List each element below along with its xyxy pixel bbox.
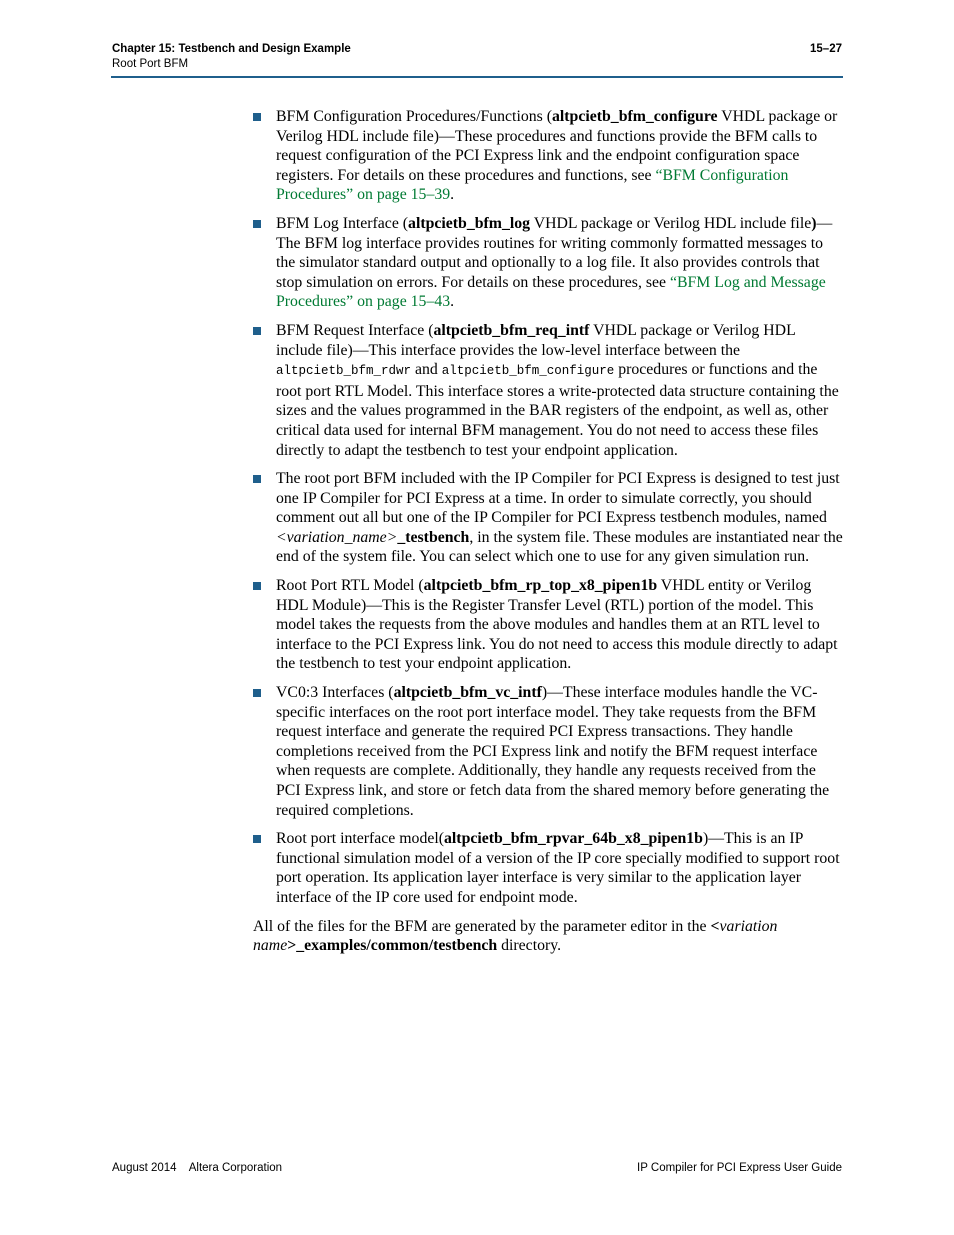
closing-bold: < <box>710 917 720 935</box>
list-item <box>253 107 843 205</box>
bullet-square-icon <box>253 113 261 121</box>
item-text: . <box>450 186 455 204</box>
item-text: VHDL package or Verilog HDL include file <box>530 214 812 232</box>
bullet-square-icon <box>253 327 261 335</box>
item-code-name: altpcietb_bfm_vc_intf <box>393 684 542 702</box>
item-code-inline: altpcietb_bfm_rdwr <box>276 364 412 379</box>
footer-date-company: August 2014 Altera Corporation <box>112 1162 283 1174</box>
item-text-bold: ) <box>811 214 817 232</box>
cross-reference-link[interactable]: “BFM Log and Message Procedures” on page 15–43 <box>276 273 826 311</box>
closing-text: directory. <box>497 937 562 955</box>
list-item <box>253 576 843 674</box>
page-number: 15–27 <box>810 43 842 55</box>
item-text: BFM Log Interface ( <box>276 214 409 232</box>
item-text: procedures or functions and the root port RTL Model. This interface stores a write-protected data structure containing the sizes and the values programmed in the BAR registers of the endpoint, as well as, other critical data used for internal BFM management. You do not need to access these files directly to adapt the testbench to test your endpoint application. <box>276 361 839 459</box>
footer-doc-title: IP Compiler for PCI Express User Guide <box>637 1162 842 1174</box>
bullet-square-icon <box>253 475 261 483</box>
cross-reference-link[interactable]: “BFM Configuration Procedures” on page 15–39 <box>276 166 789 204</box>
list-item <box>253 321 843 460</box>
list-item <box>253 829 843 907</box>
list-item <box>253 683 843 820</box>
closing-paragraph <box>253 917 843 956</box>
item-text: and <box>411 361 442 379</box>
item-text: —The BFM log interface provides routines for writing commonly formatted messages to the simulator standard output and optionally to a log file. It also provides controls that stop simulation on errors. For details on these procedures, see <box>276 214 833 291</box>
item-code-name: _testbench <box>397 528 470 546</box>
chapter-title: Chapter 15: Testbench and Design Example <box>112 43 351 55</box>
page-body <box>253 107 843 956</box>
closing-text: All of the files for the BFM are generated by the parameter editor in the <box>253 917 711 935</box>
item-text: Root Port RTL Model ( <box>276 577 424 595</box>
item-code-inline: altpcietb_bfm_configure <box>441 364 615 379</box>
item-text: VHDL package or Verilog HDL include file)—These procedures and functions provide the BFM calls to request configuration of the PCI Express link and the endpoint configuration space registers. For details on these procedures and functions, see <box>276 108 838 184</box>
closing-path: >_examples/common/testbench <box>287 937 498 955</box>
item-text: BFM Request Interface ( <box>276 321 434 339</box>
bullet-square-icon <box>253 689 261 697</box>
item-code-name: altpcietb_bfm_rp_top_x8_pipen1b <box>423 577 658 595</box>
list-item <box>253 469 843 567</box>
item-code-name: altpcietb_bfm_req_intf <box>433 321 590 339</box>
header-rule <box>111 76 843 78</box>
closing-variable: variation name <box>253 917 778 955</box>
item-code-name: altpcietb_bfm_log <box>408 214 531 232</box>
item-text: . <box>450 293 455 311</box>
bullet-square-icon <box>253 582 261 590</box>
item-text: VHDL package or Verilog HDL include file)—This interface provides the low-level interface between the <box>276 321 796 359</box>
item-text: VC0:3 Interfaces ( <box>276 684 394 702</box>
item-code-name: altpcietb_bfm_configure <box>552 108 718 125</box>
item-text: The root port BFM included with the IP Compiler for PCI Express is designed to test just one IP Compiler for PCI Express at a time. In order to simulate correctly, you should comment out all but one of the IP Compiler for PCI Express testbench modules, named <box>276 470 840 527</box>
item-text: , in the system file. These modules are instantiated near the end of the system file. You can select which one to use for any given simulation run. <box>276 528 843 566</box>
item-text: Root port interface model( <box>276 830 445 848</box>
bullet-square-icon <box>253 835 261 843</box>
bullet-square-icon <box>253 220 261 228</box>
item-variable: <variation_name> <box>276 528 398 546</box>
item-text: )—These interface modules handle the VC-specific interfaces on the root port interface model. They take requests from the BFM request interface and generate the required PCI Express transactions. They handle completions received from the PCI Express link and notify the BFM request interface when requests are complete. Additionally, they handle any requests received from the PCI Express link, and store or fetch data from the shared memory before generating the required completions. <box>276 684 830 819</box>
item-text: VHDL entity or Verilog HDL Module)—This is the Register Transfer Level (RTL) portion of the model. This model takes the requests from the above modules and handles them at an RTL level to interface to the PCI Express link. You do not need to access this module directly to adapt the testbench to test your endpoint application. <box>276 577 838 673</box>
item-text: BFM Configuration Procedures/Functions ( <box>276 108 552 125</box>
list-item <box>253 214 843 312</box>
section-title: Root Port BFM <box>112 58 189 70</box>
item-text: )—This is an IP functional simulation model of a version of the IP core specially modified to support root port operation. Its application layer interface is very similar to the application layer interface of the IP core used for endpoint mode. <box>276 830 840 906</box>
item-code-name: altpcietb_bfm_rpvar_64b_x8_pipen1b <box>444 830 703 848</box>
